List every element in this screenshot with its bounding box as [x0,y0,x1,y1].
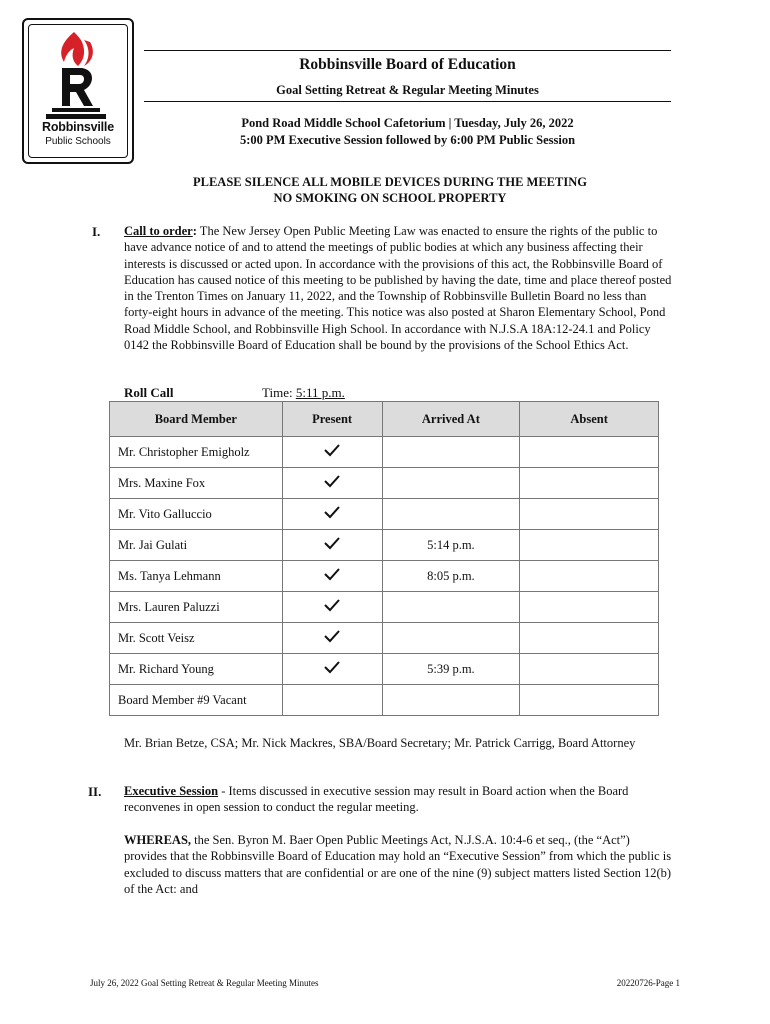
present-cell [282,623,382,654]
table-row [110,561,659,592]
arrived-at-cell [382,468,520,499]
present-cell [282,530,382,561]
executive-session-heading: Executive Session [124,784,219,798]
absent-cell [520,437,659,468]
meeting-location: Pond Road Middle School Cafetorium | Tuesday, July 26, 2022 [241,116,574,130]
member-name: Board Member #9 Vacant [110,685,283,716]
member-name: Mrs. Lauren Paluzzi [110,592,283,623]
checkmark-icon [323,629,341,643]
notice-silence: PLEASE SILENCE ALL MOBILE DEVICES DURING THE MEETING [193,175,587,189]
section-1-number: I. [92,224,101,239]
col-header-arrived-at: Arrived At [382,402,520,437]
absent-cell [520,530,659,561]
table-row [110,592,659,623]
col-header-absent: Absent [520,402,659,437]
absent-cell [520,499,659,530]
checkmark-icon [323,443,341,457]
present-cell [282,654,382,685]
member-name: Mr. Scott Veisz [110,623,283,654]
table-row [110,530,659,561]
call-to-order-colon: : [192,224,197,238]
checkmark-icon [323,598,341,612]
absent-cell [520,592,659,623]
roll-call-time-label: Time: [262,385,296,400]
header-bottom-rule [144,101,671,102]
present-cell [282,561,382,592]
arrived-at-cell: 5:14 p.m. [382,530,520,561]
table-row [110,685,659,716]
arrived-at-cell [382,685,520,716]
arrived-at-cell: 8:05 p.m. [382,561,520,592]
header-top-rule [144,50,671,51]
arrived-at-cell [382,437,520,468]
checkmark-icon [323,505,341,519]
absent-cell [520,654,659,685]
document-subtitle: Goal Setting Retreat & Regular Meeting Minutes [276,83,539,97]
document-title: Robbinsville Board of Education [299,56,516,73]
roll-call-label: Roll Call [124,385,174,400]
meeting-location-block [144,115,671,149]
call-to-order-body: The New Jersey Open Public Meeting Law was enacted to ensure the rights of the public to have advance notice of and to attend the meetings of public bodies at which any business affecting their interests is discussed or acted upon. In accordance with the provisions of this act, the Robbinsville Board of Education has caused notice of this meeting to be published by having the date, time and place thereof posted in the Trenton Times on January 11, 2022, and the Township of Robbinsville Bulletin Board no less than forty-eight hours in advance of the meeting. This notice was also posted at Sharon Elementary School, Pond Road Middle School, and Robbinsville High School. In accordance with N.J.S.A 18A:12-24.1 and Policy 0142 the Robbinsville Board of Education shall be bound by the provisions of the School Ethics Act. [124,224,672,353]
absent-cell [520,561,659,592]
executive-session-body: - Items discussed in executive session may result in Board action when the Board reconvenes in open session to conduct the regular meeting. [124,784,629,815]
footer-left: July 26, 2022 Goal Setting Retreat & Regular Meeting Minutes [90,978,319,988]
torch-emblem-icon [40,28,112,120]
section-2-number: II. [88,784,102,799]
arrived-at-cell [382,499,520,530]
roll-call-time [262,385,345,401]
whereas-label: WHEREAS, [124,833,192,847]
present-cell [282,685,382,716]
member-name: Mr. Christopher Emigholz [110,437,283,468]
school-logo [22,18,134,164]
checkmark-icon [323,474,341,488]
present-cell [282,592,382,623]
member-name: Ms. Tanya Lehmann [110,561,283,592]
roll-call-body [110,437,659,716]
member-name: Mr. Richard Young [110,654,283,685]
table-row [110,437,659,468]
whereas-body: the Sen. Byron M. Baer Open Public Meetings Act, N.J.S.A. 10:4-6 et seq., (the “Act”) provides that the Robbinsville Board of Education may hold an “Executive Session” from which the public is excluded to discuss matters that are confidential or are one of the nine (9) subject matters listed Section 12(b) of the Act: and [124,833,672,896]
footer-page-number: 20220726-Page 1 [616,978,680,988]
table-row [110,499,659,530]
present-cell [282,499,382,530]
roll-call-header-row [110,402,659,437]
absent-cell [520,685,659,716]
logo-name: Robbinsville [42,120,114,134]
call-to-order-heading: Call to order [124,224,193,238]
arrived-at-cell: 5:39 p.m. [382,654,520,685]
table-row [110,623,659,654]
col-header-present: Present [282,402,382,437]
absent-cell [520,468,659,499]
whereas-paragraph [124,832,672,897]
also-present: Mr. Brian Betze, CSA; Mr. Nick Mackres, SBA/Board Secretary; Mr. Patrick Carrigg, Board Attorney [124,736,636,750]
section-2-executive-session [124,783,672,816]
member-name: Mrs. Maxine Fox [110,468,283,499]
notice-smoking: NO SMOKING ON SCHOOL PROPERTY [273,191,507,205]
present-cell [282,437,382,468]
checkmark-icon [323,567,341,581]
absent-cell [520,623,659,654]
logo-subtitle: Public Schools [45,136,111,147]
col-header-board-member: Board Member [110,402,283,437]
checkmark-icon [323,660,341,674]
meeting-notice [110,174,670,206]
member-name: Mr. Vito Galluccio [110,499,283,530]
meeting-times: 5:00 PM Executive Session followed by 6:00 PM Public Session [239,133,576,147]
present-cell [282,468,382,499]
arrived-at-cell [382,623,520,654]
roll-call-table [109,401,659,716]
section-1-call-to-order [124,223,672,353]
checkmark-icon [323,536,341,550]
table-row [110,468,659,499]
arrived-at-cell [382,592,520,623]
table-row [110,654,659,685]
member-name: Mr. Jai Gulati [110,530,283,561]
roll-call-time-value: 5:11 p.m. [295,385,345,400]
